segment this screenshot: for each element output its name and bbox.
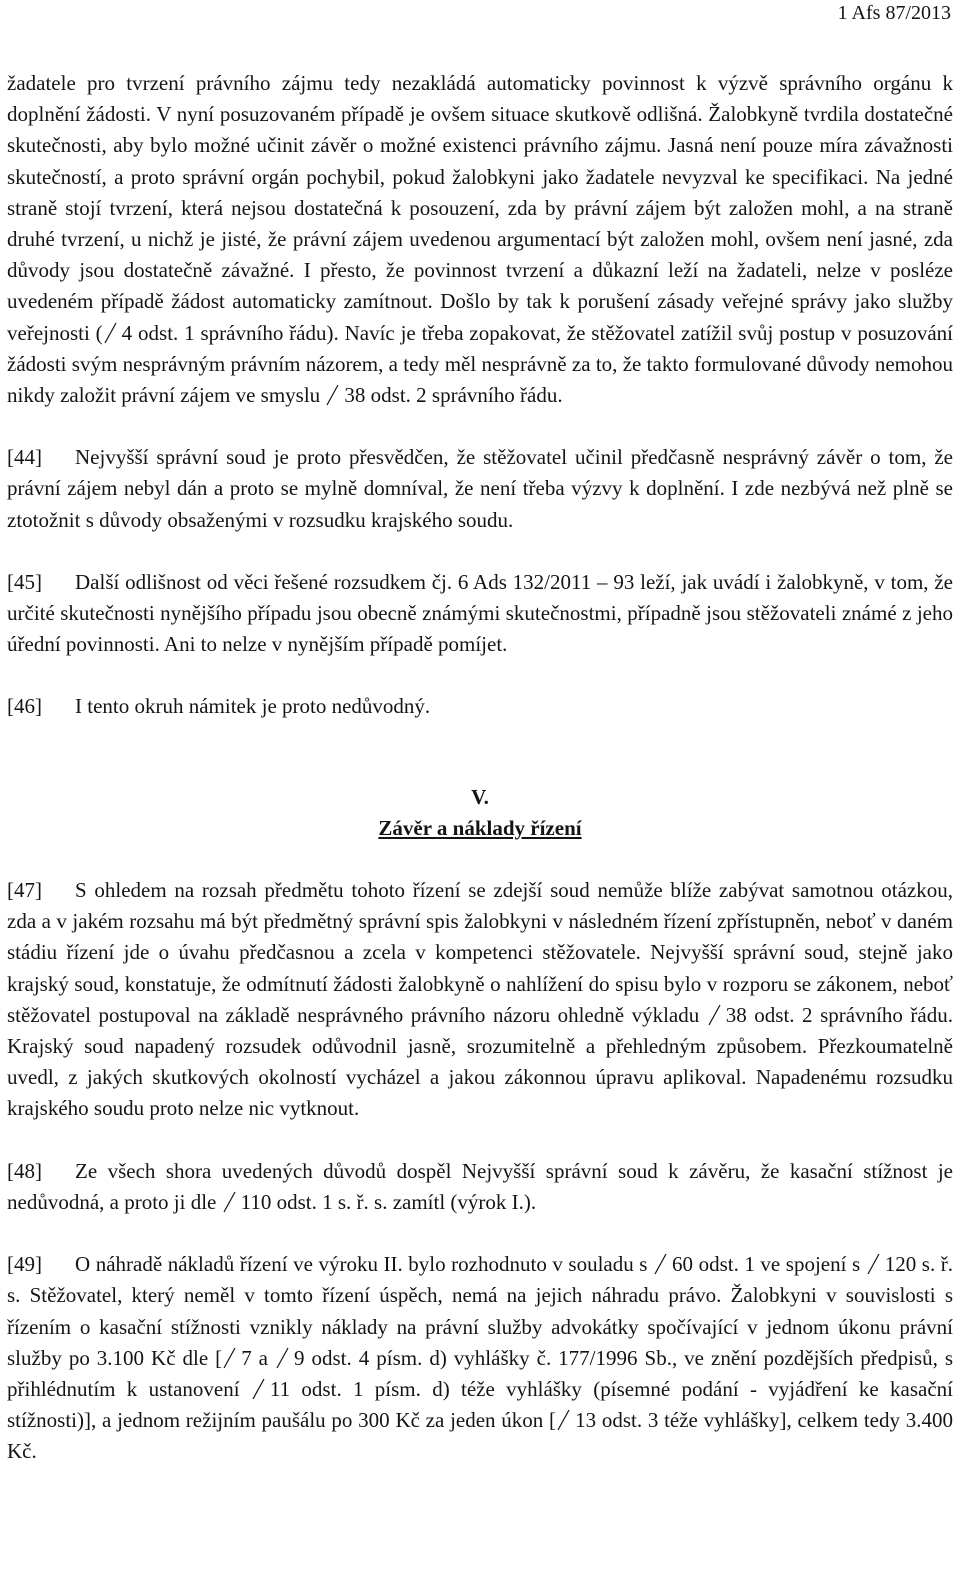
- paragraph-text: Další odlišnost od věci řešené rozsudkem čj. 6 Ads 132/2011 – 93 leží, jak uvádí i žalobkyně, v tom, že určité skutečnosti nynějšího případu jsou obecně známými skutečnostmi, případně jsou stěžovateli známé z jeho úřední povinnosti. Ani to nelze v nynějším případě pomíjet.: [7, 569, 953, 657]
- section-sign-icon: [222, 1190, 237, 1214]
- text-fragment: S ohledem na rozsah předmětu tohoto řízení se zdejší soud nemůže blíže zabývat samotnou otázkou, zda a v jakém rozsahu má být předmětný správní spis žalobkyni v následném řízení zpřístupněn, neboť v daném stádiu řízení jde o úvahu předčasnou a zcela v kompetenci stěžovatele. Nejvyšší správní soud, stejně jako krajský soud, konstatuje, že odmítnutí žádosti žalobkyně o nahlížení do spisu bylo v rozporu se zákonem, neboť stěžovatel postupoval na základě nesprávného právního názoru ohledně výkladu: [7, 878, 953, 1027]
- section-sign-icon: [275, 1346, 290, 1370]
- text-fragment: 13 odst. 3 téže vyhlášky], celkem tedy 3.400 Kč.: [7, 1408, 953, 1464]
- section-sign-icon: [251, 1377, 266, 1401]
- paragraph-46: [7, 691, 953, 722]
- section-sign-icon: [103, 321, 118, 345]
- paragraph-text: Nejvyšší správní soud je proto přesvědčen, že stěžovatel učinil předčasně nesprávný závěr o tom, že právní zájem nebyl dán a proto se mylně domníval, že není třeba výzvy k doplnění. I zde nezbývá než plně se ztotožnit s důvody obsaženými v rozsudku krajského soudu.: [7, 445, 953, 532]
- paragraph-text: I tento okruh námitek je proto nedůvodný.: [75, 694, 431, 719]
- paragraph-45: [7, 567, 953, 661]
- text-fragment: 110 odst. 1 s. ř. s. zamítl (výrok I.).: [240, 1189, 537, 1214]
- paragraph-47: [7, 875, 953, 1125]
- paragraph-number: [45]: [7, 569, 42, 594]
- case-number-header: 1 Afs 87/2013: [837, 2, 951, 24]
- text-fragment: 11 odst. 1 písm. d) téže vyhlášky (písemné podání - vyjádření ke kasační stížnosti)], a jednom režijním paušálu po 300 Kč za jeden úkon [: [7, 1376, 953, 1433]
- section-sign-icon: [653, 1252, 668, 1276]
- paragraph-44: [7, 442, 953, 536]
- document-body: [7, 68, 953, 1499]
- text-fragment: 38 odst. 2 správního řádu. Krajský soud napadený rozsudek odůvodnil jasně, srozumitelně a přehledným způsobem. Přezkoumatelně uvedl, z jakých skutkových okolností vycházel a jakou zákonnou úpravu aplikoval. Napadenému rozsudku krajského soudu proto nelze nic vytknout.: [7, 1002, 953, 1121]
- section-sign-icon: [707, 1003, 722, 1027]
- paragraph-number: [46]: [7, 694, 42, 719]
- section-sign-icon: [866, 1252, 881, 1276]
- paragraph-number: [47]: [7, 878, 42, 903]
- section-title: Závěr a náklady řízení: [378, 815, 582, 840]
- text-fragment: 7 a: [241, 1345, 275, 1370]
- paragraph-number: [48]: [7, 1158, 42, 1183]
- text-fragment: 120 s. ř. s. Stěžovatel, který neměl v tomto řízení úspěch, nemá na jejich náhradu právo. Žalobkyni v souvislosti s řízením o kasační stížnosti vznikly náklady na právní služby advokátky spočívající v jednom úkonu právní služby po 3.100 Kč dle [: [7, 1252, 953, 1370]
- section-sign-icon: [222, 1346, 237, 1370]
- paragraph-number: [49]: [7, 1252, 42, 1277]
- text-fragment: 9 odst. 4 písm. d) vyhlášky č. 177/1996 Sb., ve znění pozdějších předpisů, s přihlédnutím k ustanovení: [7, 1345, 953, 1401]
- text-fragment: 4 odst. 1 správního řádu). Navíc je třeba zopakovat, že stěžovatel zatížil svůj postup v posuzování žádosti svým nesprávným právním názorem, a tedy měl nesprávně za to, že takto formulované důvody nemohou nikdy založit právní zájem ve smyslu: [7, 320, 953, 408]
- text-fragment: O náhradě nákladů řízení ve výroku II. bylo rozhodnuto v souladu s: [75, 1252, 654, 1277]
- paragraph-48: [7, 1156, 953, 1218]
- section-sign-icon: [325, 383, 340, 407]
- text-fragment: Ze všech shora uvedených důvodů dospěl Nejvyšší správní soud k závěru, že kasační stížnost je nedůvodná, a proto ji dle: [7, 1158, 953, 1214]
- section-heading: [7, 782, 953, 844]
- text-fragment: 38 odst. 2 správního řádu.: [344, 383, 563, 408]
- text-fragment: 60 odst. 1 ve spojení s: [672, 1252, 866, 1277]
- section-number: V.: [471, 784, 489, 809]
- paragraph-49: [7, 1249, 953, 1467]
- paragraph-number: [44]: [7, 445, 42, 470]
- section-sign-icon: [556, 1408, 571, 1432]
- paragraph-continuation: [7, 68, 953, 411]
- text-fragment: žadatele pro tvrzení právního zájmu tedy nezakládá automaticky povinnost k výzvě správního orgánu k doplnění žádosti. V nyní posuzovaném případě je ovšem situace skutkově odlišná. Žalobkyně tvrdila dostatečné skutečnosti, aby bylo možné učinit závěr o možné existenci právního zájmu. Jasná není pouze míra závažnosti skutečností, a proto správní orgán pochybil, pokud žalobkyni jako žadatele nevyzval ke specifikaci. Na jedné straně stojí tvrzení, která nejsou dostatečná k posouzení, zda by právní zájem být založen mohl, a na straně druhé tvrzení, u nichž je jisté, že právní zájem uvedenou argumentací být založen mohl, ovšem není jasné, zda důvody jsou dostatečně závažné. I přesto, že povinnost tvrzení a důkazní leží na žadateli, nelze v posléze uvedeném případě žádost automaticky zamítnout. Došlo by tak k porušení zásady veřejné správy jako služby veřejnosti (: [7, 71, 953, 345]
